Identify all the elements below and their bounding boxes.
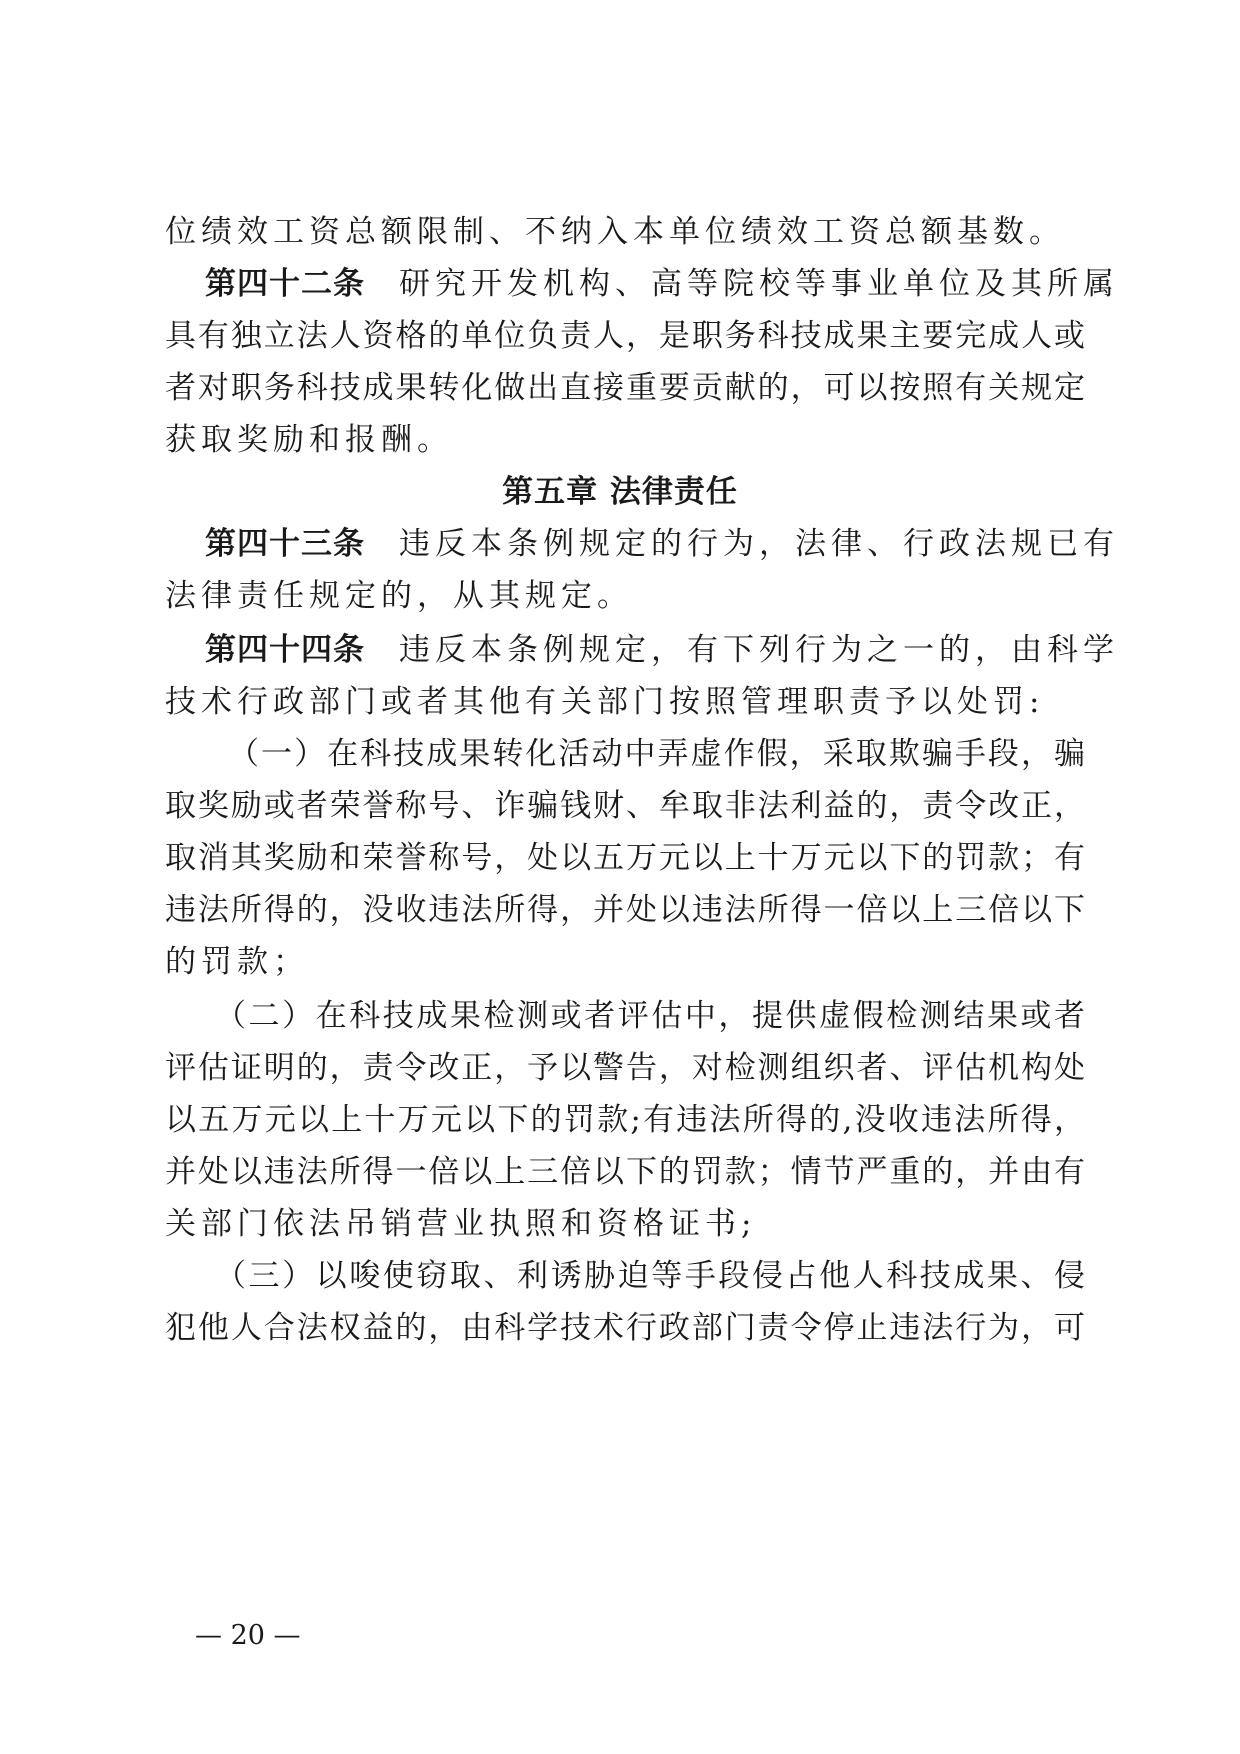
article-43-text: 违反本条例规定的行为，法律、行政法规已有 [399,526,1119,562]
article-42-first-line [205,264,1119,304]
article-42-line-4: 获取奖励和报酬。 [165,422,453,458]
article-43-line-2: 法律责任规定的，从其规定。 [165,578,633,614]
article-43-first-line [205,524,1119,564]
article-44-text: 违反本条例规定，有下列行为之一的，由科学 [399,632,1119,668]
item-2-line-1: （二）在科技成果检测或者评估中，提供虚假检测结果或者 [215,998,1085,1034]
chapter-heading: 第五章 法律责任 [502,474,738,510]
item-2-line-2: 评估证明的，责令改正，予以警告，对检测组织者、评估机构处 [165,1050,1085,1086]
item-1-line-4: 违法所得的，没收违法所得，并处以违法所得一倍以上三倍以下 [165,892,1085,928]
paragraph-line: 位绩效工资总额限制、不纳入本单位绩效工资总额基数。 [165,214,1065,250]
item-1-line-2: 取奖励或者荣誉称号、诈骗钱财、牟取非法利益的，责令改正， [165,788,1085,824]
article-42-line-3: 者对职务科技成果转化做出直接重要贡献的，可以按照有关规定 [165,370,1085,406]
item-2-line-4: 并处以违法所得一倍以上三倍以下的罚款；情节严重的，并由有 [165,1154,1085,1190]
item-2-line-3: 以五万元以上十万元以下的罚款;有违法所得的,没收违法所得， [165,1102,1085,1138]
article-44-label: 第四十四条 [205,632,365,668]
page-number: — 20 — [195,1620,301,1651]
article-44-first-line [205,630,1119,670]
item-1-line-5: 的罚款； [165,944,309,980]
item-1-line-1: （一）在科技成果转化活动中弄虚作假，采取欺骗手段，骗 [228,736,1085,772]
item-3-line-1: （三）以唆使窃取、利诱胁迫等手段侵占他人科技成果、侵 [215,1258,1085,1294]
item-3-line-2: 犯他人合法权益的，由科学技术行政部门责令停止违法行为，可 [165,1310,1085,1346]
article-42-label: 第四十二条 [205,266,365,302]
item-2-line-5: 关部门依法吊销营业执照和资格证书; [165,1206,757,1242]
item-1-line-3: 取消其奖励和荣誉称号，处以五万元以上十万元以下的罚款；有 [165,840,1085,876]
article-42-line-2: 具有独立法人资格的单位负责人，是职务科技成果主要完成人或 [165,318,1085,354]
article-42-text: 研究开发机构、高等院校等事业单位及其所属 [399,266,1119,302]
article-43-label: 第四十三条 [205,526,365,562]
article-44-line-2: 技术行政部门或者其他有关部门按照管理职责予以处罚: [165,684,1045,720]
